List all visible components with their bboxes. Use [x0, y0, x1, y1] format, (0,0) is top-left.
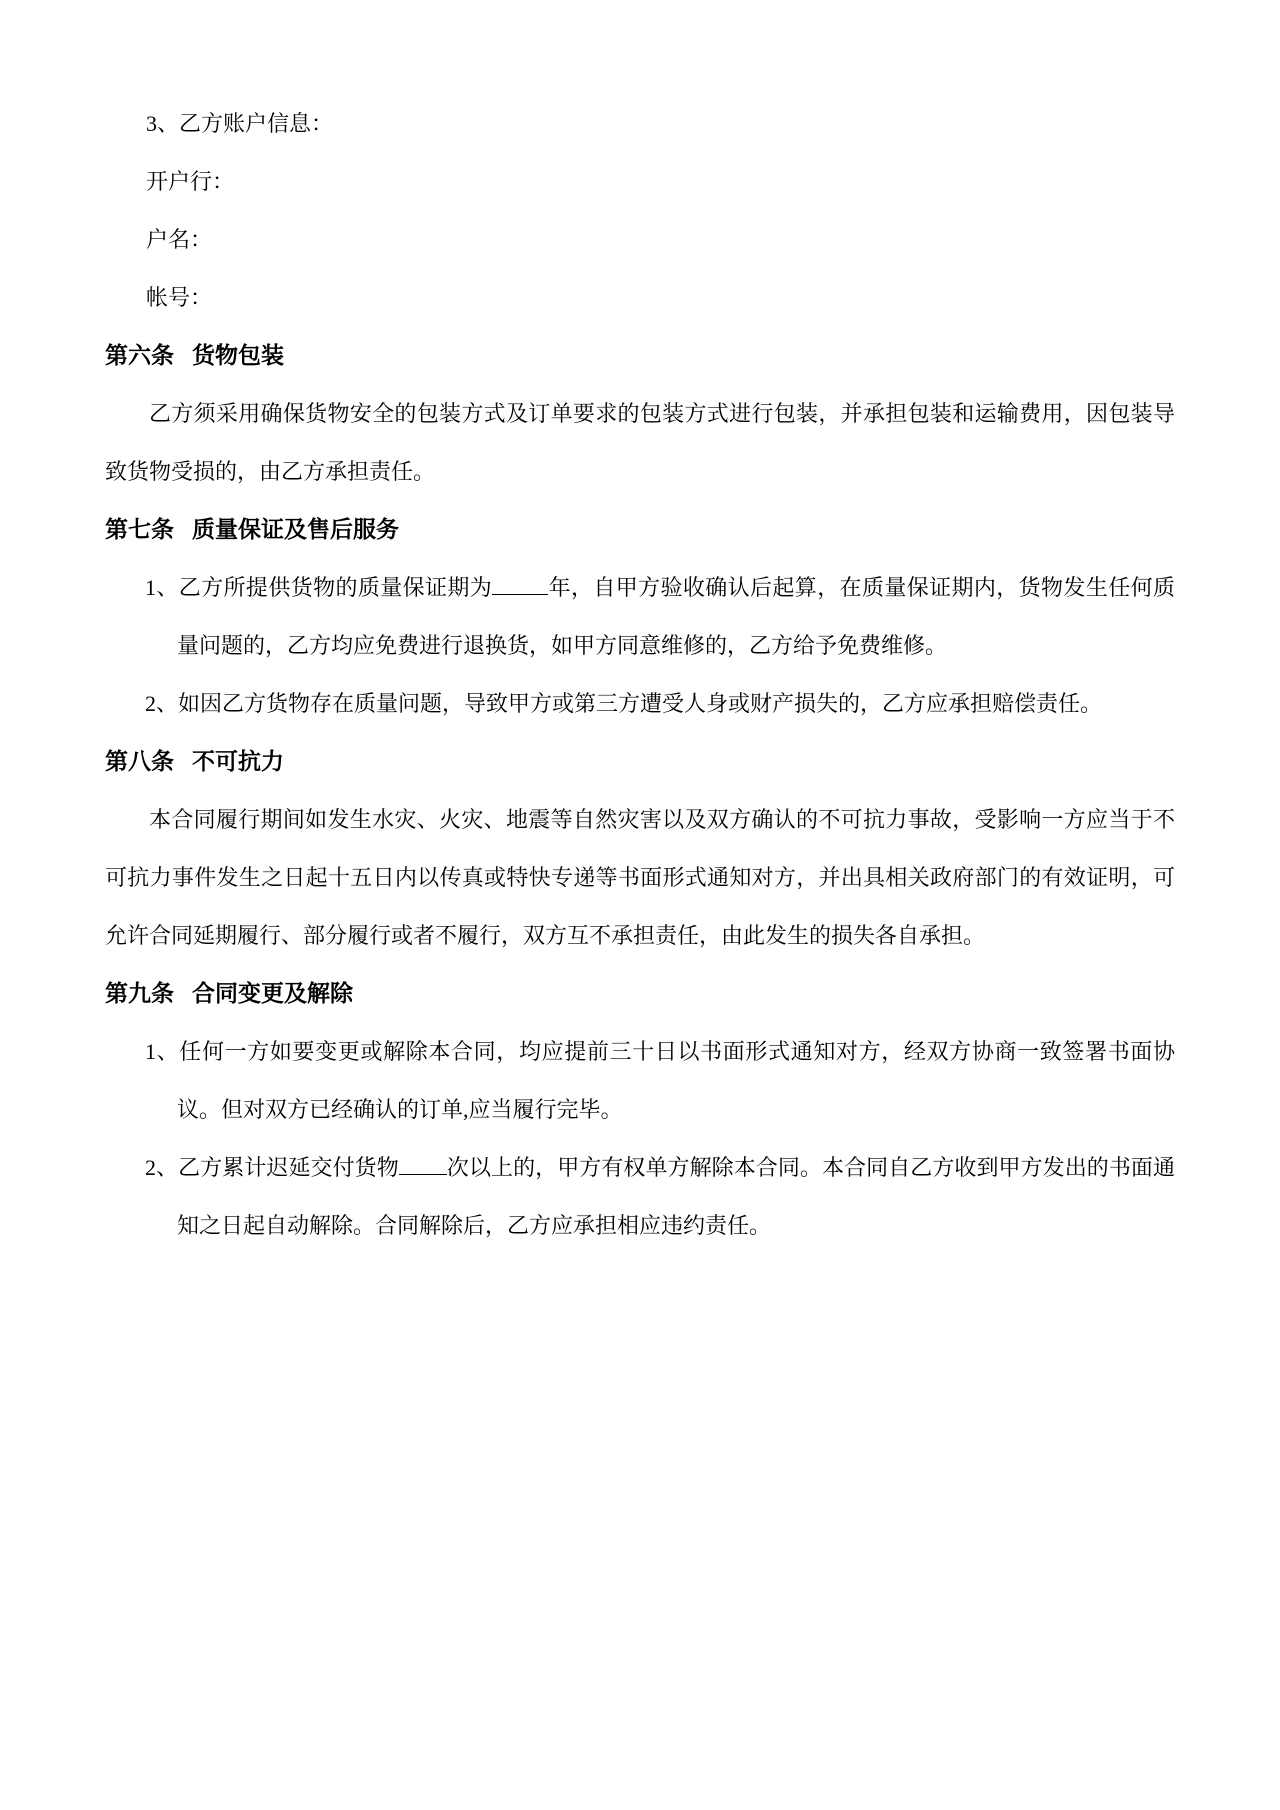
article7-item2-text: 如因乙方货物存在质量问题，导致甲方或第三方遭受人身或财产损失的，乙方应承担赔偿责任。 — [178, 691, 1103, 716]
article8-number: 第八条 — [105, 749, 174, 774]
article9-number: 第九条 — [105, 981, 174, 1006]
article6-body: 乙方须采用确保货物安全的包装方式及订单要求的包装方式进行包装，并承担包装和运输费用，因包装导致货物受损的，由乙方承担责任。 — [105, 401, 1175, 484]
article9-item2-marker: 2、 — [145, 1155, 179, 1180]
article9-item1 — [105, 1023, 1175, 1139]
account-bank-line: 开户行： — [146, 169, 235, 194]
article7-item1-text-post: 年，自甲方验收确认后起算，在质量保证期内，货物发生任何质量问题的，乙方均应免费进行退换货，如甲方同意维修的，乙方给予免费维修。 — [177, 575, 1175, 658]
article7-item2-marker: 2、 — [145, 691, 179, 716]
warranty-years-blank-field — [492, 592, 548, 595]
delay-times-blank-field — [399, 1172, 447, 1175]
article8-body: 本合同履行期间如发生水灾、火灾、地震等自然灾害以及双方确认的不可抗力事故，受影响一方应当于不可抗力事件发生之日起十五日内以传真或特快专递等书面形式通知对方，并出具相关政府部门的有效证明，可允许合同延期履行、部分履行或者不履行，双方互不承担责任，由此发生的损失各自承担。 — [105, 807, 1175, 948]
article6-title: 货物包装 — [192, 343, 284, 368]
article9-item2-text-post: 次以上的，甲方有权单方解除本合同。本合同自乙方收到甲方发出的书面通知之日起自动解除。合同解除后，乙方应承担相应违约责任。 — [177, 1155, 1175, 1238]
article7-title: 质量保证及售后服务 — [192, 517, 399, 542]
article7-heading — [105, 501, 1175, 559]
account-name-line: 户名： — [146, 227, 213, 252]
article7-item1-marker: 1、 — [145, 575, 179, 600]
article9-item2 — [105, 1139, 1175, 1255]
article7-number: 第七条 — [105, 517, 174, 542]
article6-heading — [105, 327, 1175, 385]
article7-item2 — [105, 675, 1175, 733]
article9-item2-text-pre: 乙方累计迟延交付货物 — [178, 1155, 399, 1180]
account-number-line: 帐号： — [146, 285, 213, 310]
article9-item1-marker: 1、 — [145, 1039, 180, 1064]
article9-heading — [105, 965, 1175, 1023]
article7-item1 — [105, 559, 1175, 675]
article7-item1-text-pre: 乙方所提供货物的质量保证期为 — [178, 575, 493, 600]
article9-item1-text: 任何一方如要变更或解除本合同，均应提前三十日以书面形式通知对方，经双方协商一致签署书面协议。但对双方已经确认的订单,应当履行完毕。 — [177, 1039, 1175, 1122]
account-info-item-label: 3、乙方账户信息： — [146, 111, 334, 136]
article6-number: 第六条 — [105, 343, 174, 368]
article8-title: 不可抗力 — [192, 749, 284, 774]
article8-heading — [105, 733, 1175, 791]
article9-title: 合同变更及解除 — [192, 981, 353, 1006]
